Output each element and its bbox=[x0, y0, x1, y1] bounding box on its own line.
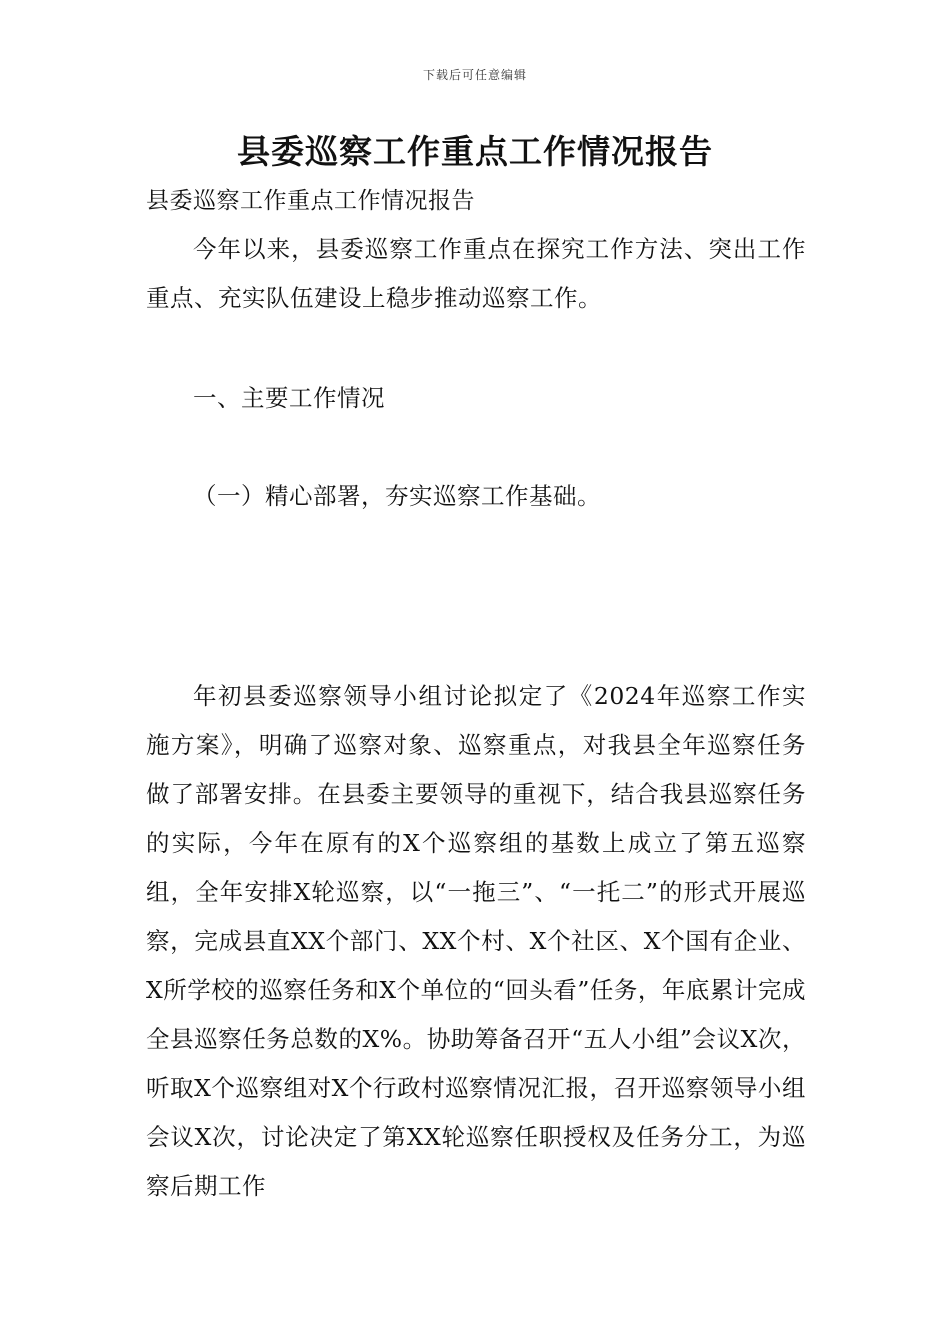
document-title: 县委巡察工作重点工作情况报告 bbox=[237, 132, 713, 171]
intro-paragraph: 今年以来，县委巡察工作重点在探究工作方法、突出工作重点、充实队伍建设上稳步推动巡察工作。 bbox=[146, 235, 806, 312]
header-note: 下载后可任意编辑 bbox=[422, 68, 527, 82]
subsection-heading: （一）精心部署，夯实巡察工作基础。 bbox=[193, 482, 601, 510]
section-heading: 一、主要工作情况 bbox=[193, 384, 385, 412]
document-subtitle: 县委巡察工作重点工作情况报告 bbox=[146, 188, 475, 214]
main-paragraph: 年初县委巡察领导小组讨论拟定了《2024年巡察工作实施方案》，明确了巡察对象、巡察重点，对我县全年巡察任务做了部署安排。在县委主要领导的重视下，结合我县巡察任务的实际，今年在原有的X个巡察组的基数上成立了第五巡察组，全年安排X轮巡察，以“一拖三”、“一托二”的形式开展巡察，完成县直XX个部门、XX个村、X个社区、X个国有企业、X所学校的巡察任务和X个单位的“回头看”任务，年底累计完成全县巡察任务总数的X%。协助筹备召开“五人小组”会议X次，听取X个巡察组对X个行政村巡察情况汇报，召开巡察领导小组会议X次，讨论决定了第XX轮巡察任职授权及任务分工，为巡察后期工作 bbox=[146, 682, 806, 1200]
